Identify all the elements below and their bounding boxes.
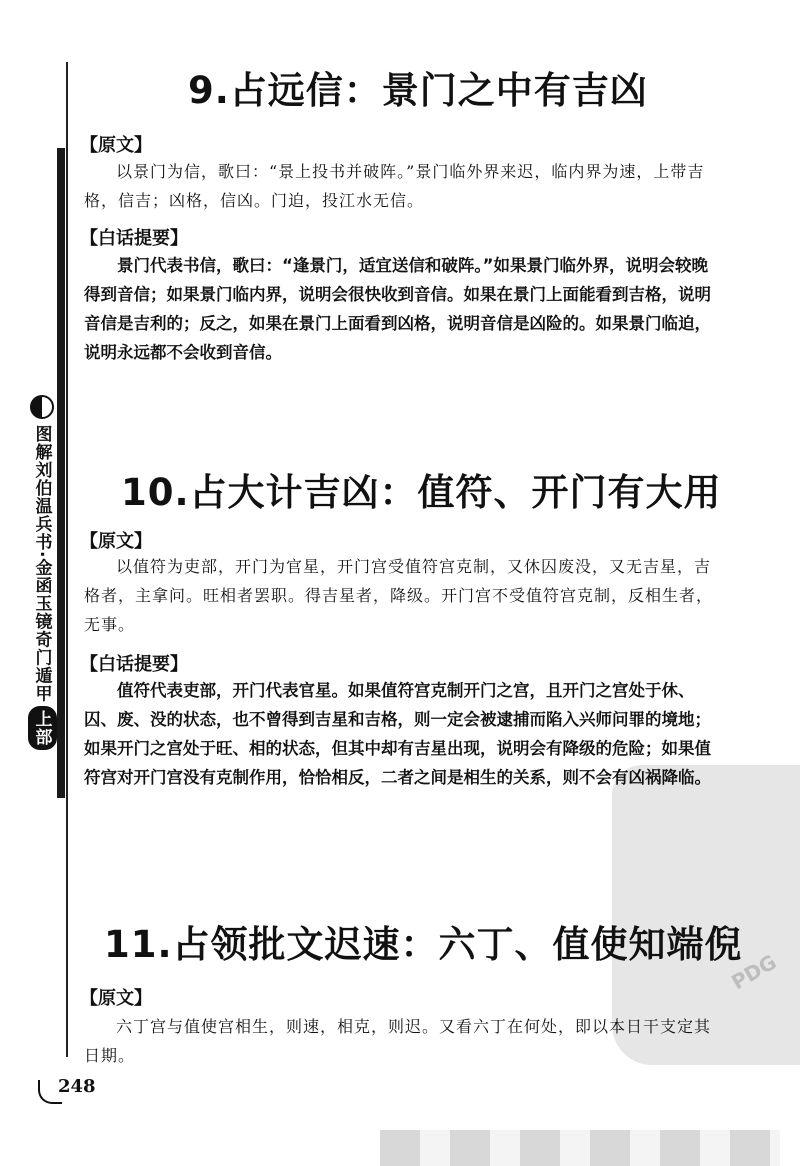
section-10-vernacular-label: 【白话提要】 [80, 654, 188, 675]
volume-badge: 上部 [28, 706, 57, 750]
section-9-vernacular-text: 景门代表书信，歌曰：“逢景门，适宜送信和破阵。”如果景门临外界，说明会较晚得到音信；如果景门临内界，说明会很快收到音信。如果在景门上面能看到吉格，说明音信是吉利的；反之，如果在景门上面看到凶格，说明音信是凶险的。如果景门临迫，说明永远都不会收到音信。 [84, 256, 711, 362]
spine-bar [57, 148, 65, 798]
section-10-title: 10.占大计吉凶：值符、开门有大用 [121, 471, 722, 514]
section-9-original-text: 以景门为信，歌曰：“景上投书并破阵。”景门临外界来迟，临内界为速，上带吉格，信吉；凶格，信凶。门迫，投江水无信。 [84, 162, 705, 210]
section-10-original-label: 【原文】 [80, 531, 152, 552]
section-11-original-text: 六丁宫与值使宫相生，则速，相克，则迟。又看六丁在何处，即以本日干支定其日期。 [84, 1017, 712, 1065]
taiji-icon [30, 395, 54, 419]
spine-title [29, 395, 55, 750]
section-9-vernacular-label: 【白话提要】 [80, 228, 188, 249]
section-11-title: 11.占领批文迟速：六丁、值使知端倪 [104, 923, 743, 966]
section-9-title: 9.占远信：景门之中有吉凶 [188, 69, 648, 112]
book-title: 图解刘伯温兵书·金函玉镜奇门遁甲 [31, 425, 52, 703]
scan-artifact [380, 1130, 780, 1166]
section-10-original-text: 以值符为吏部，开门为官星，开门宫受值符宫克制，又休囚废没，又无吉星，吉格者，主拿问。旺相者罢职。得吉星者，降级。开门宫不受值符宫克制，反相生者，无事。 [84, 557, 714, 634]
page-number: 248 [58, 1076, 96, 1097]
section-9-original-label: 【原文】 [80, 135, 152, 156]
section-10-vernacular-text: 值符代表吏部，开门代表官星。如果值符宫克制开门之宫，且开门之宫处于休、囚、废、没的状态，也不曾得到吉星和吉格，则一定会被逮捕而陷入兴师问罪的境地；如果开门之宫处于旺、相的状态，但其中却有吉星出现，说明会有降级的危险；如果值符宫对开门宫没有克制作用，恰恰相反，二者之间是相生的关系，则不会有凶祸降临。 [84, 681, 711, 787]
section-11-original-label: 【原文】 [80, 988, 152, 1009]
spine-line [66, 62, 68, 1057]
watermark-text: PDG [727, 949, 781, 995]
